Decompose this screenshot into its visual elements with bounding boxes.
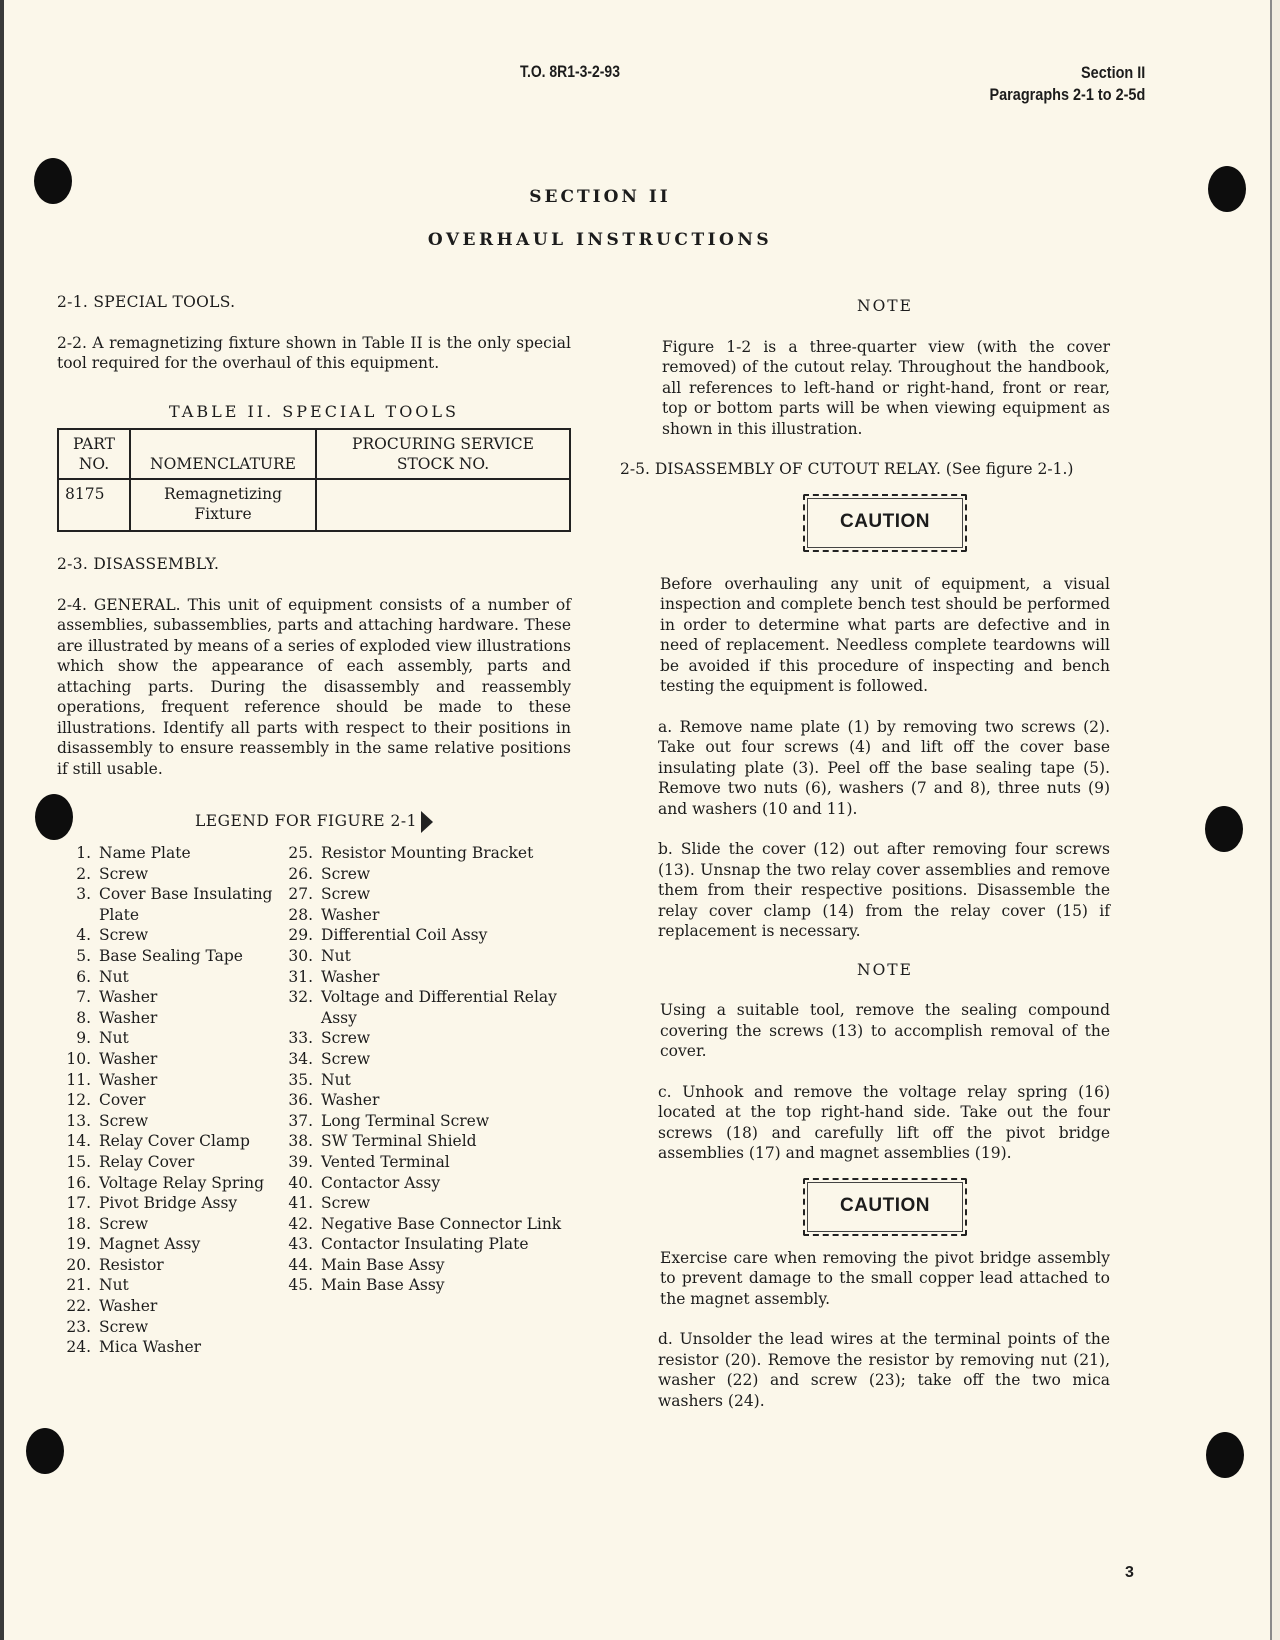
legend-item-label: Screw [321, 1049, 371, 1068]
document-number: T.O. 8R1-3-2-93 [520, 62, 620, 81]
legend-item [277, 1255, 571, 1276]
legend-item [57, 1214, 277, 1235]
legend-item [57, 925, 277, 946]
caution-box [803, 494, 967, 552]
legend-item [57, 987, 277, 1008]
legend-item-label: Screw [321, 864, 371, 883]
legend-item [277, 1193, 571, 1214]
legend-item-label: Screw [99, 1111, 149, 1130]
legend-item [57, 1090, 277, 1111]
legend-item-number: 30. [288, 946, 314, 965]
legend-item-number: 18. [66, 1214, 91, 1233]
legend-item-label: Voltage Relay Spring [99, 1173, 265, 1192]
cell-stock-no [316, 479, 570, 531]
legend-item-label: Washer [99, 988, 158, 1007]
binder-hole-icon [1208, 166, 1246, 212]
legend-item-number: 40. [288, 1173, 314, 1192]
legend-item-number: 39. [288, 1152, 314, 1171]
legend-item-label: Washer [99, 1070, 158, 1089]
legend-item-number: 43. [288, 1235, 314, 1254]
legend-item-number: 32. [288, 988, 314, 1007]
legend-item-number: 36. [288, 1091, 314, 1110]
legend-item-number: 12. [66, 1091, 91, 1110]
legend-item-label: Main Base Assy [321, 1276, 445, 1295]
legend-item-label: Screw [321, 885, 371, 904]
legend-item [57, 1193, 277, 1214]
legend-item-label: Voltage and Differential Relay Assy [321, 988, 557, 1027]
legend-item-number: 11. [66, 1070, 91, 1089]
legend-column-1 [57, 843, 277, 1358]
legend-item [277, 1070, 571, 1091]
legend-item [57, 1028, 277, 1049]
legend-item [277, 1131, 571, 1152]
page-header-right [989, 62, 1145, 106]
note-body: Figure 1-2 is a three-quarter view (with the cover removed) of the cutout relay. Throughout the handbook, all references to left-hand or right-hand, front or rear, top or bottom parts will be when viewing equipment as shown in this illustration. [662, 337, 1110, 438]
legend-item-label: Cover Base Insulating Plate [99, 885, 273, 924]
legend-item [57, 1131, 277, 1152]
paragraph-range: Paragraphs 2-1 to 2-5d [989, 85, 1145, 104]
page-number: 3 [1125, 1564, 1134, 1581]
note-title: NOTE [857, 297, 913, 315]
legend-item-number: 22. [66, 1297, 91, 1316]
paragraph-2-4: 2-4. GENERAL. This unit of equipment consists of a number of assemblies, subassemblies, parts and attaching hardware. These are illustrated by means of a series of exploded view illustrations which show the appearance of each assembly, parts and attaching parts. During the disassembly and reassembly operations, frequent reference should be made to these illustrations. Identify all parts with respect to their positions in disassembly to ensure reassembly in the same relative positions if still usable. [57, 595, 571, 778]
legend-item-label: Screw [99, 1214, 149, 1233]
legend-item-number: 13. [66, 1111, 91, 1130]
legend-item-label: Screw [99, 926, 149, 945]
legend-item-label: Washer [321, 1091, 380, 1110]
legend-item-label: Vented Terminal [321, 1152, 450, 1171]
legend-item [57, 1049, 277, 1070]
legend-item-label: Differential Coil Assy [321, 926, 488, 945]
legend-list [57, 843, 571, 1358]
step-d: d. Unsolder the lead wires at the terminal points of the resistor (20). Remove the resistor by removing nut (21), washer (22) and screw (23); take off the two mica washers (24). [658, 1330, 1110, 1410]
column-header-nomenclature: NOMENCLATURE [130, 429, 316, 479]
legend-item-label: Pivot Bridge Assy [99, 1194, 238, 1213]
cell-part-no: 8175 [58, 479, 130, 531]
legend-item [277, 967, 571, 988]
section-title: SECTION II [529, 187, 671, 207]
legend-item-number: 19. [66, 1235, 91, 1254]
column-header-stock-no: PROCURING SERVICE STOCK NO. [316, 429, 570, 479]
legend-item [57, 884, 277, 925]
legend-item-label: Screw [99, 864, 149, 883]
legend-item-number: 9. [76, 1029, 91, 1048]
legend-item-number: 33. [288, 1029, 314, 1048]
legend-item-number: 21. [66, 1276, 91, 1295]
legend-item [57, 843, 277, 864]
column-header-part-no: PART NO. [58, 429, 130, 479]
legend-item [277, 884, 571, 905]
legend-item-label: Negative Base Connector Link [321, 1214, 562, 1233]
legend-item [277, 1275, 571, 1296]
legend-item [57, 1173, 277, 1194]
legend-item [57, 946, 277, 967]
legend-item-label: SW Terminal Shield [321, 1132, 477, 1151]
legend-item-label: Base Sealing Tape [99, 946, 243, 965]
legend-item [277, 1173, 571, 1194]
table-caption: TABLE II. SPECIAL TOOLS [168, 401, 460, 421]
special-tools-table [57, 428, 571, 532]
legend-item-label: Magnet Assy [99, 1235, 201, 1254]
legend-item-number: 41. [288, 1194, 314, 1213]
legend-item-number: 23. [66, 1317, 91, 1336]
legend-item [57, 1275, 277, 1296]
legend-item [57, 1296, 277, 1317]
legend-item [277, 1090, 571, 1111]
legend-item-number: 10. [66, 1049, 91, 1068]
legend-item-number: 42. [288, 1214, 314, 1233]
page-edge-right-margin [1272, 0, 1280, 1640]
caution-label: CAUTION [839, 511, 931, 533]
legend-item-label: Relay Cover [99, 1152, 195, 1171]
legend-item-number: 16. [66, 1173, 91, 1192]
legend-item-label: Name Plate [99, 844, 191, 862]
legend-item [277, 1152, 571, 1173]
table-header-row [58, 429, 570, 479]
legend-item-number: 44. [288, 1255, 314, 1274]
legend-item-number: 29. [288, 926, 314, 945]
legend-item-label: Mica Washer [99, 1338, 202, 1357]
legend-item-label: Nut [321, 946, 351, 965]
legend-item [277, 843, 571, 864]
legend-item-label: Nut [99, 1029, 129, 1048]
legend-item [277, 1234, 571, 1255]
left-column [57, 292, 571, 1358]
legend-item-number: 24. [66, 1338, 91, 1357]
legend-item-number: 31. [288, 967, 314, 986]
legend-item-label: Cover [99, 1091, 146, 1110]
legend-item [57, 1317, 277, 1338]
legend-item-label: Nut [99, 1276, 129, 1295]
legend-item-number: 1. [76, 844, 91, 862]
legend-item-label: Contactor Assy [321, 1173, 441, 1192]
legend-item-label: Long Terminal Screw [321, 1111, 490, 1130]
legend-item [277, 1049, 571, 1070]
legend-item-label: Nut [321, 1070, 351, 1089]
legend-item-number: 38. [288, 1132, 314, 1151]
legend-item-number: 34. [288, 1049, 314, 1068]
legend-item [57, 1111, 277, 1132]
legend-item-label: Screw [321, 1029, 371, 1048]
legend-item-label: Screw [321, 1194, 371, 1213]
legend-item-label: Washer [99, 1049, 158, 1068]
legend-item [57, 1255, 277, 1276]
note-title: NOTE [857, 960, 913, 979]
step-a: a. Remove name plate (1) by removing two screws (2). Take out four screws (4) and lift off the cover base insulating plate (3). Peel off the base sealing tape (5). Remove two nuts (6), washers (7 and 8), three nuts (9) and washers (10 and 11). [658, 717, 1110, 818]
caution-box [803, 1178, 967, 1236]
right-column [620, 296, 1110, 1411]
legend-item-number: 26. [288, 864, 314, 883]
legend-item-label: Screw [99, 1317, 149, 1336]
legend-item [277, 1214, 571, 1235]
legend-item [277, 864, 571, 885]
legend-item-number: 6. [76, 967, 91, 986]
binder-hole-icon [1206, 1432, 1244, 1478]
paragraph-2-3-heading: 2-3. DISASSEMBLY. [57, 555, 220, 573]
legend-item [277, 946, 571, 967]
legend-column-2 [277, 843, 571, 1358]
legend-item-label: Resistor [99, 1255, 164, 1274]
binder-hole-icon [26, 1428, 64, 1474]
arrow-right-icon [421, 811, 433, 833]
legend-item [57, 1337, 277, 1358]
legend-item-number: 25. [288, 844, 314, 862]
legend-item-label: Nut [99, 967, 129, 986]
legend-item-label: Contactor Insulating Plate [321, 1235, 529, 1254]
legend-item-number: 14. [66, 1132, 91, 1151]
legend-item-label: Relay Cover Clamp [99, 1132, 250, 1151]
legend-item [57, 864, 277, 885]
page-edge-right [1270, 0, 1272, 1640]
legend-item-number: 20. [66, 1255, 91, 1274]
legend-item-number: 3. [76, 885, 91, 904]
legend-item-number: 8. [76, 1008, 91, 1027]
legend-item [277, 1028, 571, 1049]
section-label: Section II [1080, 63, 1145, 82]
legend-item [277, 925, 571, 946]
legend-item [277, 905, 571, 926]
legend-item-number: 4. [76, 926, 91, 945]
table-row [58, 479, 570, 531]
legend-item-label: Washer [321, 905, 380, 924]
legend-item-label: Washer [99, 1297, 158, 1316]
legend-title-text: LEGEND FOR FIGURE 2-1 [195, 812, 417, 830]
legend-item-number: 2. [76, 864, 91, 883]
paragraph-2-5: 2-5. DISASSEMBLY OF CUTOUT RELAY. (See figure 2-1.) [620, 460, 1074, 478]
legend-item-number: 45. [288, 1276, 314, 1295]
note-body: Using a suitable tool, remove the sealing compound covering the screws (13) to accomplish removal of the cover. [660, 1001, 1110, 1060]
legend-item-number: 7. [76, 988, 91, 1007]
paragraph-2-1-heading: 2-1. SPECIAL TOOLS. [57, 293, 236, 311]
legend-item [57, 1070, 277, 1091]
legend-item-number: 27. [288, 885, 314, 904]
legend-item [277, 987, 571, 1028]
legend-item-number: 35. [288, 1070, 314, 1089]
caution-label: CAUTION [839, 1195, 931, 1217]
legend-item [57, 1234, 277, 1255]
legend-item-number: 17. [66, 1194, 91, 1213]
legend-item [57, 1008, 277, 1029]
legend-title [57, 811, 571, 833]
binder-hole-icon [1205, 806, 1243, 852]
legend-item-label: Washer [99, 1008, 158, 1027]
caution-body: Before overhauling any unit of equipment, a visual inspection and complete bench test should be performed in order to determine what parts are defective and in need of replacement. Needless complete teardowns will be avoided if this procedure of inspecting and bench testing the equipment is followed. [660, 574, 1110, 695]
legend-item-number: 15. [66, 1152, 91, 1171]
cell-nomenclature: Remagnetizing Fixture [130, 479, 316, 531]
legend-item-label: Main Base Assy [321, 1255, 445, 1274]
step-c: c. Unhook and remove the voltage relay spring (16) located at the top right-hand side. Take out the four screws (18) and carefully lift off the pivot bridge assemblies (17) and magnet assemblies (19). [658, 1082, 1110, 1162]
legend-item [57, 1152, 277, 1173]
legend-item-number: 37. [288, 1111, 314, 1130]
legend-item-number: 5. [76, 946, 91, 965]
legend-item-label: Resistor Mounting Bracket [321, 844, 534, 862]
legend-item-label: Washer [321, 967, 380, 986]
paragraph-2-2: 2-2. A remagnetizing fixture shown in Table II is the only special tool required for the overhaul of this equipment. [57, 333, 571, 372]
legend-item [57, 967, 277, 988]
section-subtitle: OVERHAUL INSTRUCTIONS [427, 230, 773, 250]
legend-item [277, 1111, 571, 1132]
legend-item-number: 28. [288, 905, 314, 924]
step-b: b. Slide the cover (12) out after removing four screws (13). Unsnap the two relay cover assemblies and remove them from their respective positions. Disassemble the relay cover clamp (14) from the relay cover (15) if replacement is necessary. [658, 840, 1110, 940]
caution-body: Exercise care when removing the pivot bridge assembly to prevent damage to the small copper lead attached to the magnet assembly. [660, 1248, 1110, 1308]
